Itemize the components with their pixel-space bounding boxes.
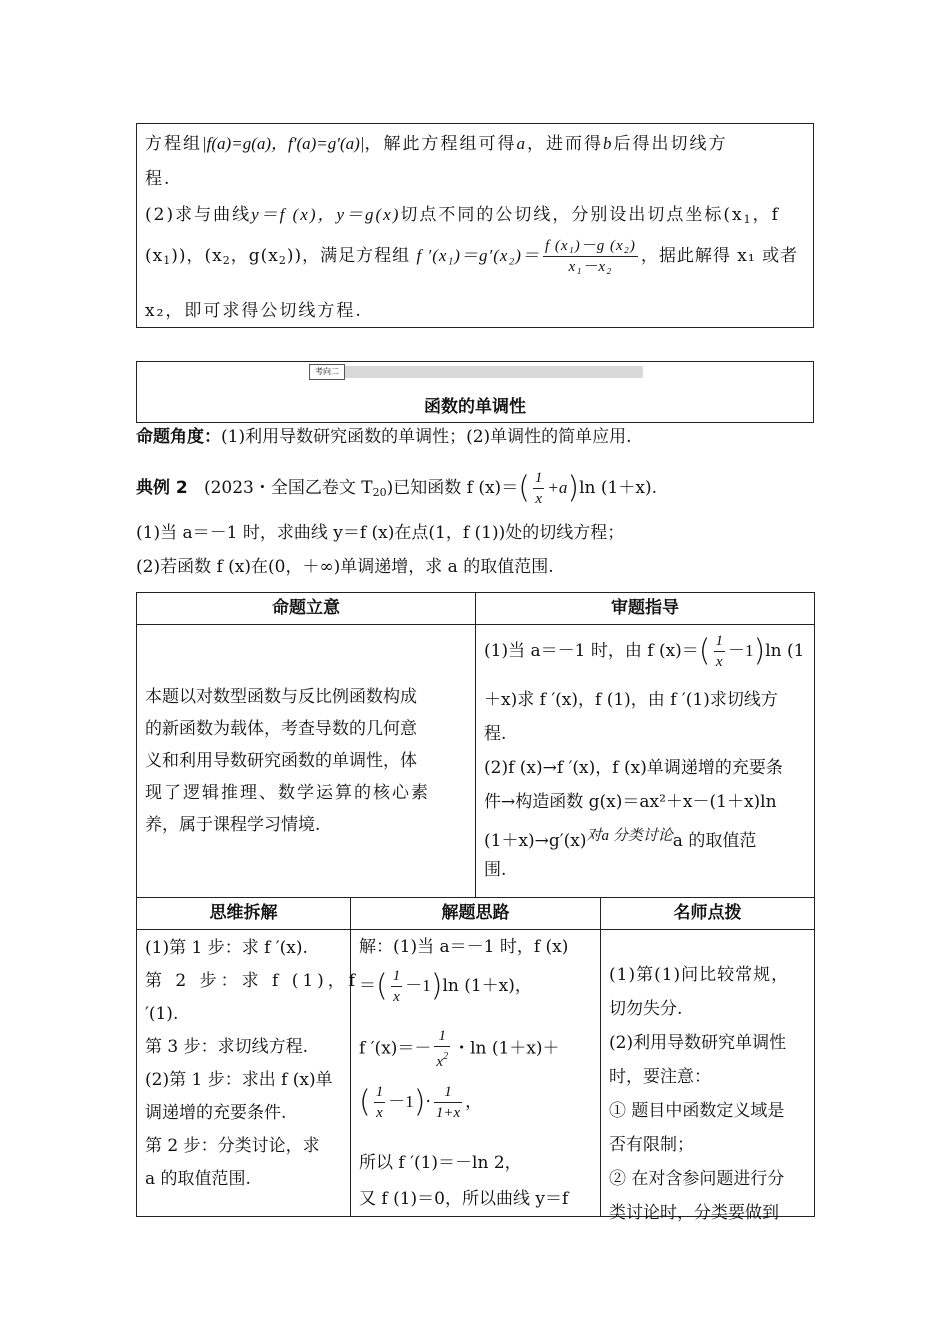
summary-line-3: (2)求与曲线y＝f (x)，y＝g(x)切点不同的公切线，分别设出切点坐标($x_1$，f [145, 205, 780, 226]
section-header [136, 361, 814, 423]
header-problem-guidance: 审题指导 [611, 598, 679, 618]
method-summary-box [136, 123, 814, 328]
example-fraction: $\frac{1}{x}$ [534, 470, 543, 507]
question-1: (1)当 a＝－1 时，求曲线 y＝f (x)在点(1，f (1))处的切线方程； [136, 523, 625, 543]
question-2: (2)若函数 f (x)在(0，＋∞)单调递增，求 a 的取值范围. [136, 557, 554, 577]
analysis-table: 命题立意 审题指导 本题以对数型函数与反比例函数构成 的新函数为载体，考查导数的几何意 义和利用导数研究函数的单调性，体 现了逻辑推理、数学运算的核心素 养，属于课程学习情境. (1)当 a＝－1 时，由 f (x)＝( $\frac{1}{x}$ －1)ln (1 ＋x)求 f ′(x)，f (1)，由 f ′(1)求切线方 程. (2)f (x)→f ′(x)，f (x)单调递增的充要条 件→构造函数 g(x)＝ax²＋x－(1＋x)ln (1＋x)→g′(x)对a 分类讨论a 的取值范 围. [136, 592, 815, 898]
header-solution-idea: 解题思路 [441, 903, 510, 923]
proposition-angle: 命题角度：(1)利用导数研究函数的单调性；(2)单调性的简单应用. [136, 427, 632, 447]
header-teacher-tips: 名师点拨 [673, 903, 742, 923]
section-title: 函数的单调性 [424, 397, 526, 417]
summary-line-5: x₂，即可求得公切线方程. [145, 301, 363, 321]
example-statement: 典例 2 (2023・全国乙卷文 $T_{20}$)已知函数 f (x)＝( $\frac{1}{x}$ +a)ln (1＋x). [136, 470, 657, 507]
header-proposition-intent: 命题立意 [272, 598, 340, 618]
header-thinking-breakdown: 思维拆解 [209, 903, 278, 923]
summary-line-4: $(x_1)$)，($x_2$，$g(x_2)$)，满足方程组 f ′(x₁)＝g′(x₂)＝ $\frac{\text{f (x₁)－g (x₂)}}{\text{x₁－x₂}}$ ，据此解得 x₁ 或者 [145, 238, 799, 275]
summary-line-2: 程. [145, 169, 172, 189]
common-tangent-fraction: $\frac{\text{f (x₁)－g (x₂)}}{\text{x₁－x₂}}$ [544, 238, 636, 275]
section-tag-bar [345, 366, 643, 378]
solution-table: 思维拆解 解题思路 名师点拨 (1)第 1 步：求 f ′(x). 第 2 步：求 f (1)，f ′(1). 第 3 步：求切线方程. (2)第 1 步：求出 f (x)单 调递增的充要条件. 第 2 步：分类讨论，求 a 的取值范围. 解：(1)当 a＝－1 时，f (x) ＝( $\frac{1}{x}$ －1)ln (1＋x)， f ′(x)＝－ $\frac{1}{x^2}$ ・ln (1＋x)＋ ( $\frac{1}{x}$ －1)· $\frac{1}{1+x}$ ， 所以 f ′(1)＝－ln 2， 又 f (1)＝0，所以曲线 y＝f (1)第(1)问比较常规， 切勿失分. (2)利用导数研究单调性 时，要注意： ① 题目中函数定义域是 否有限制； ② 在对含参问题进行分 类讨论时，分类要做到 [136, 897, 815, 1217]
section-tag: 考向二 [309, 364, 345, 380]
summary-line-1: 方程组|f(a)=g(a)，f′(a)=g′(a)|，解此方程组可得a，进而得b后得出切线方 [145, 134, 728, 154]
